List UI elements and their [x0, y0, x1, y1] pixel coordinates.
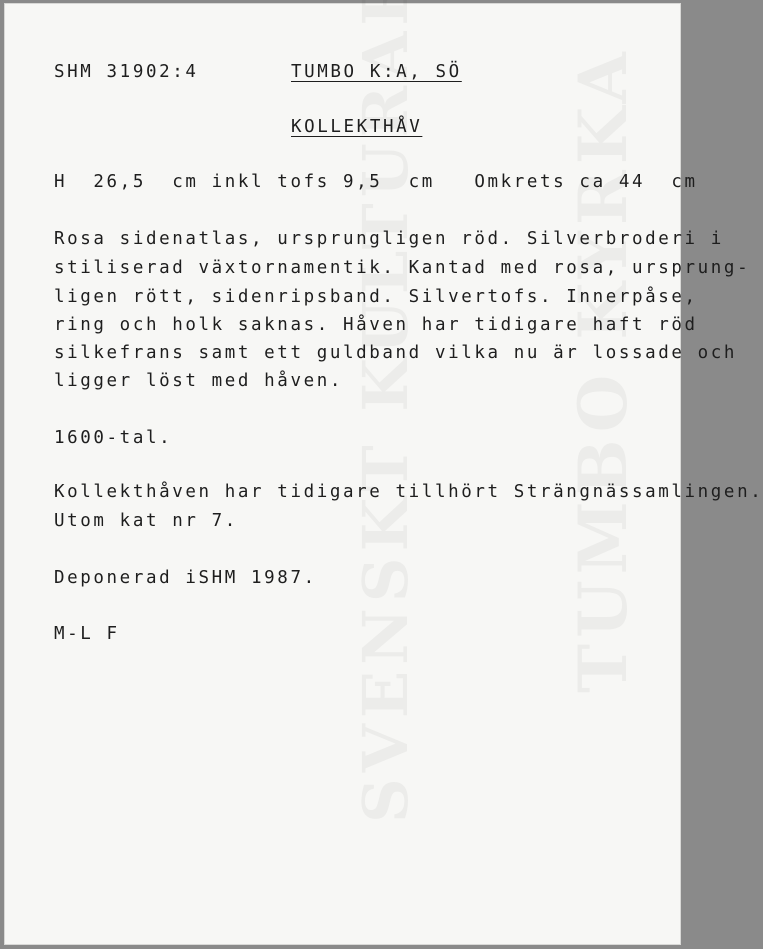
description-line: ring och holk saknas. Håven har tidigare haft röd	[54, 315, 698, 335]
watermark-text-2	[564, 46, 642, 693]
measurements: H 26,5 cm inkl tofs 9,5 cm Omkrets ca 44 cm	[54, 172, 698, 192]
catalog-number: SHM 31902:4	[54, 62, 199, 82]
description-line: ligen rött, sidenripsband. Silvertofs. Innerpåse,	[54, 287, 698, 307]
description-line: stiliserad växtornamentik. Kantad med rosa, ursprung-	[54, 258, 751, 278]
document-title: KOLLEKTHÅV	[291, 117, 423, 137]
provenance-line: Utom kat nr 7.	[54, 511, 238, 531]
provenance-line: Kollekthåven har tidigare tillhört Strängnässamlingen.	[54, 482, 763, 502]
deposit-note: Deponerad iSHM 1987.	[54, 568, 317, 588]
dating: 1600-tal.	[54, 428, 173, 448]
location-heading: TUMBO K:A, SÖ	[291, 62, 462, 82]
description-line: Rosa sidenatlas, ursprungligen röd. Silverbroderi i	[54, 229, 724, 249]
document-page	[4, 3, 763, 945]
description-line: ligger löst med håven.	[54, 371, 343, 391]
description-line: silkefrans samt ett guldband vilka nu är lossade och	[54, 343, 738, 363]
signature-initials: M-L F	[54, 624, 120, 644]
